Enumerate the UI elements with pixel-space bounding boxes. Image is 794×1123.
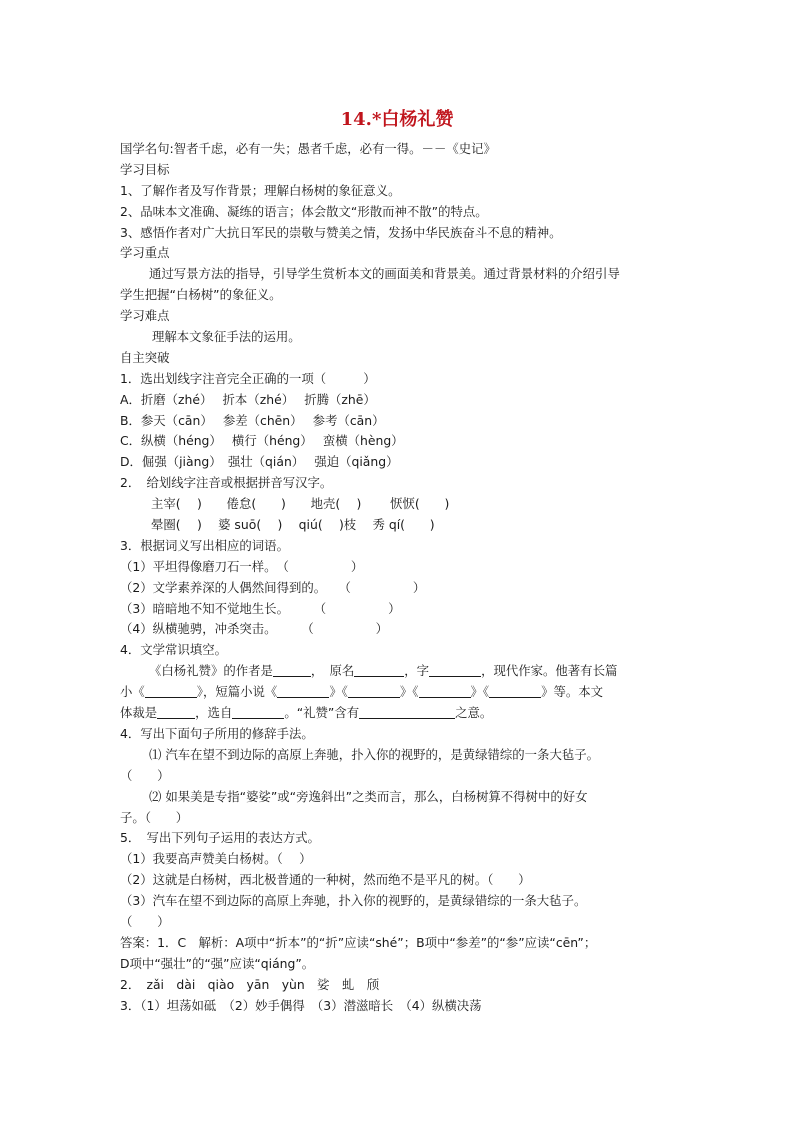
fill-text: 》《	[329, 684, 348, 700]
practice-heading: 自主突破	[120, 349, 170, 365]
vocab-item: （3）暗暗地不知不觉地生长。 （ ）	[120, 600, 401, 616]
fill-text: 小《	[120, 684, 145, 700]
fill-blank	[419, 684, 471, 698]
fill-text: 之意。	[455, 705, 493, 721]
pinyin-row: 晕圈( ) 婆 suō( ) qiú( )枝 秀 qí( )	[151, 517, 435, 533]
fill-blank	[359, 705, 455, 719]
question-stem: 2． 给划线字注音或根据拼音写汉字。	[120, 475, 333, 491]
fill-blank	[277, 684, 329, 698]
goals-heading: 学习目标	[120, 161, 170, 177]
fill-text: 》等。本文	[541, 684, 604, 700]
fill-blank	[232, 705, 284, 719]
fill-text: ， 原名	[310, 663, 355, 679]
fill-text: 》《	[470, 684, 490, 700]
fill-blank	[145, 684, 197, 698]
sentence-item: （3）汽车在望不到边际的高原上奔驰，扑入你的视野的，是黄绿错综的一条大毡子。	[120, 893, 587, 909]
fill-blank	[273, 663, 311, 677]
answer-line: 2． zǎi dài qiào yān yùn 娑 虬 颀	[120, 976, 380, 992]
question-stem: 1．选出划线字注音完全正确的一项（ ）	[120, 370, 376, 386]
answer-line: D项中“强壮”的“强”应读“qiáng”。	[120, 955, 315, 971]
fill-blank-line	[120, 661, 680, 682]
question-stem: 5． 写出下列句子运用的表达方式。	[120, 830, 320, 846]
vocab-item: （2）文学素养深的人偶然间得到的。 （ ）	[120, 579, 426, 595]
sentence-item: （2）这就是白杨树，西北极普通的一种树，然而绝不是平凡的树。（ ）	[120, 872, 531, 888]
answer-line: 答案：1．C 解析：A项中“折本”的“折”应读“shé”；B项中“参差”的“参”应读“cēn”；	[120, 934, 597, 950]
fill-text: 。“礼赞”含有	[284, 705, 360, 721]
question-stem: 3．根据词义写出相应的词语。	[120, 537, 289, 553]
focus-heading: 学习重点	[120, 245, 170, 261]
fill-text: ，字	[404, 663, 430, 679]
goal-item: 1、了解作者及写作背景；理解白杨树的象征意义。	[120, 182, 401, 198]
fill-blank	[489, 684, 541, 698]
sentence-item: ⑵ 如果美是专指“婆娑”或“旁逸斜出”之类而言，那么，白杨树算不得树中的好女	[149, 788, 588, 804]
vocab-item: （1）平坦得像磨刀石一样。 （ ）	[120, 558, 364, 574]
vocab-item: （4）纵横驰骋，冲杀突击。 （ ）	[120, 621, 389, 637]
pinyin-row: 主宰( ) 倦怠( ) 地壳( ) 恹恹( )	[151, 496, 450, 512]
sentence-item: ⑴ 汽车在望不到边际的高原上奔驰，扑入你的视野的，是黄绿错综的一条大毡子。	[149, 746, 600, 762]
answer-option: B．参天（cān） 参差（chēn） 参考（cān）	[120, 412, 385, 428]
focus-text-line: 通过写景方法的指导，引导学生赏析本文的画面美和背景美。通过背景材料的介绍引导	[149, 266, 620, 282]
answer-option: D．倔强（jiàng） 强壮（qián） 强迫（qiǎng）	[120, 454, 399, 470]
fill-blank	[354, 663, 404, 677]
question-stem: 4．文学常识填空。	[120, 642, 228, 658]
fill-blank	[429, 663, 481, 677]
sentence-paren: （ ）	[120, 913, 170, 929]
sentence-item: （1）我要高声赞美白杨树。（ ）	[120, 851, 312, 867]
fill-text: 体裁是	[120, 705, 158, 721]
fill-text: 《白杨礼赞》的作者是	[149, 663, 273, 679]
document-body	[120, 139, 680, 1016]
fill-blank-line	[120, 682, 680, 703]
fill-text: 》，短篇小说《	[196, 684, 278, 700]
fill-text: ，选自	[195, 705, 233, 721]
answer-option: A．折磨（zhé） 折本（zhé） 折腾（zhē）	[120, 391, 376, 407]
fill-blank-line	[120, 703, 680, 724]
fill-text: 》《	[399, 684, 419, 700]
answer-line: 3．（1）坦荡如砥 （2）妙手偶得 （3）潜滋暗长 （4）纵横决荡	[120, 997, 482, 1013]
sentence-paren: （ ）	[120, 767, 170, 783]
question-stem: 4．写出下面句子所用的修辞手法。	[120, 725, 314, 741]
answer-option: C．纵横（héng） 横行（héng） 蛮横（hèng）	[120, 433, 404, 449]
goal-item: 2、品味本文准确、凝练的语言；体会散文“形散而神不散”的特点。	[120, 203, 488, 219]
difficulty-heading: 学习难点	[120, 308, 170, 324]
lesson-title: 14.*白杨礼赞	[340, 109, 454, 130]
goal-item: 3、感悟作者对广大抗日军民的崇敬与赞美之情，发扬中华民族奋斗不息的精神。	[120, 224, 562, 240]
focus-text-line: 学生把握“白杨树”的象征义。	[120, 287, 282, 303]
motto: 国学名句:智者千虑，必有一失；愚者千虑，必有一得。－－《史记》	[120, 141, 496, 156]
fill-blank	[348, 684, 400, 698]
fill-blank	[157, 705, 195, 719]
difficulty-text: 理解本文象征手法的运用。	[152, 329, 301, 345]
sentence-item: 子。（ ）	[120, 809, 189, 825]
fill-text: ，现代作家。他著有长篇	[481, 663, 618, 679]
